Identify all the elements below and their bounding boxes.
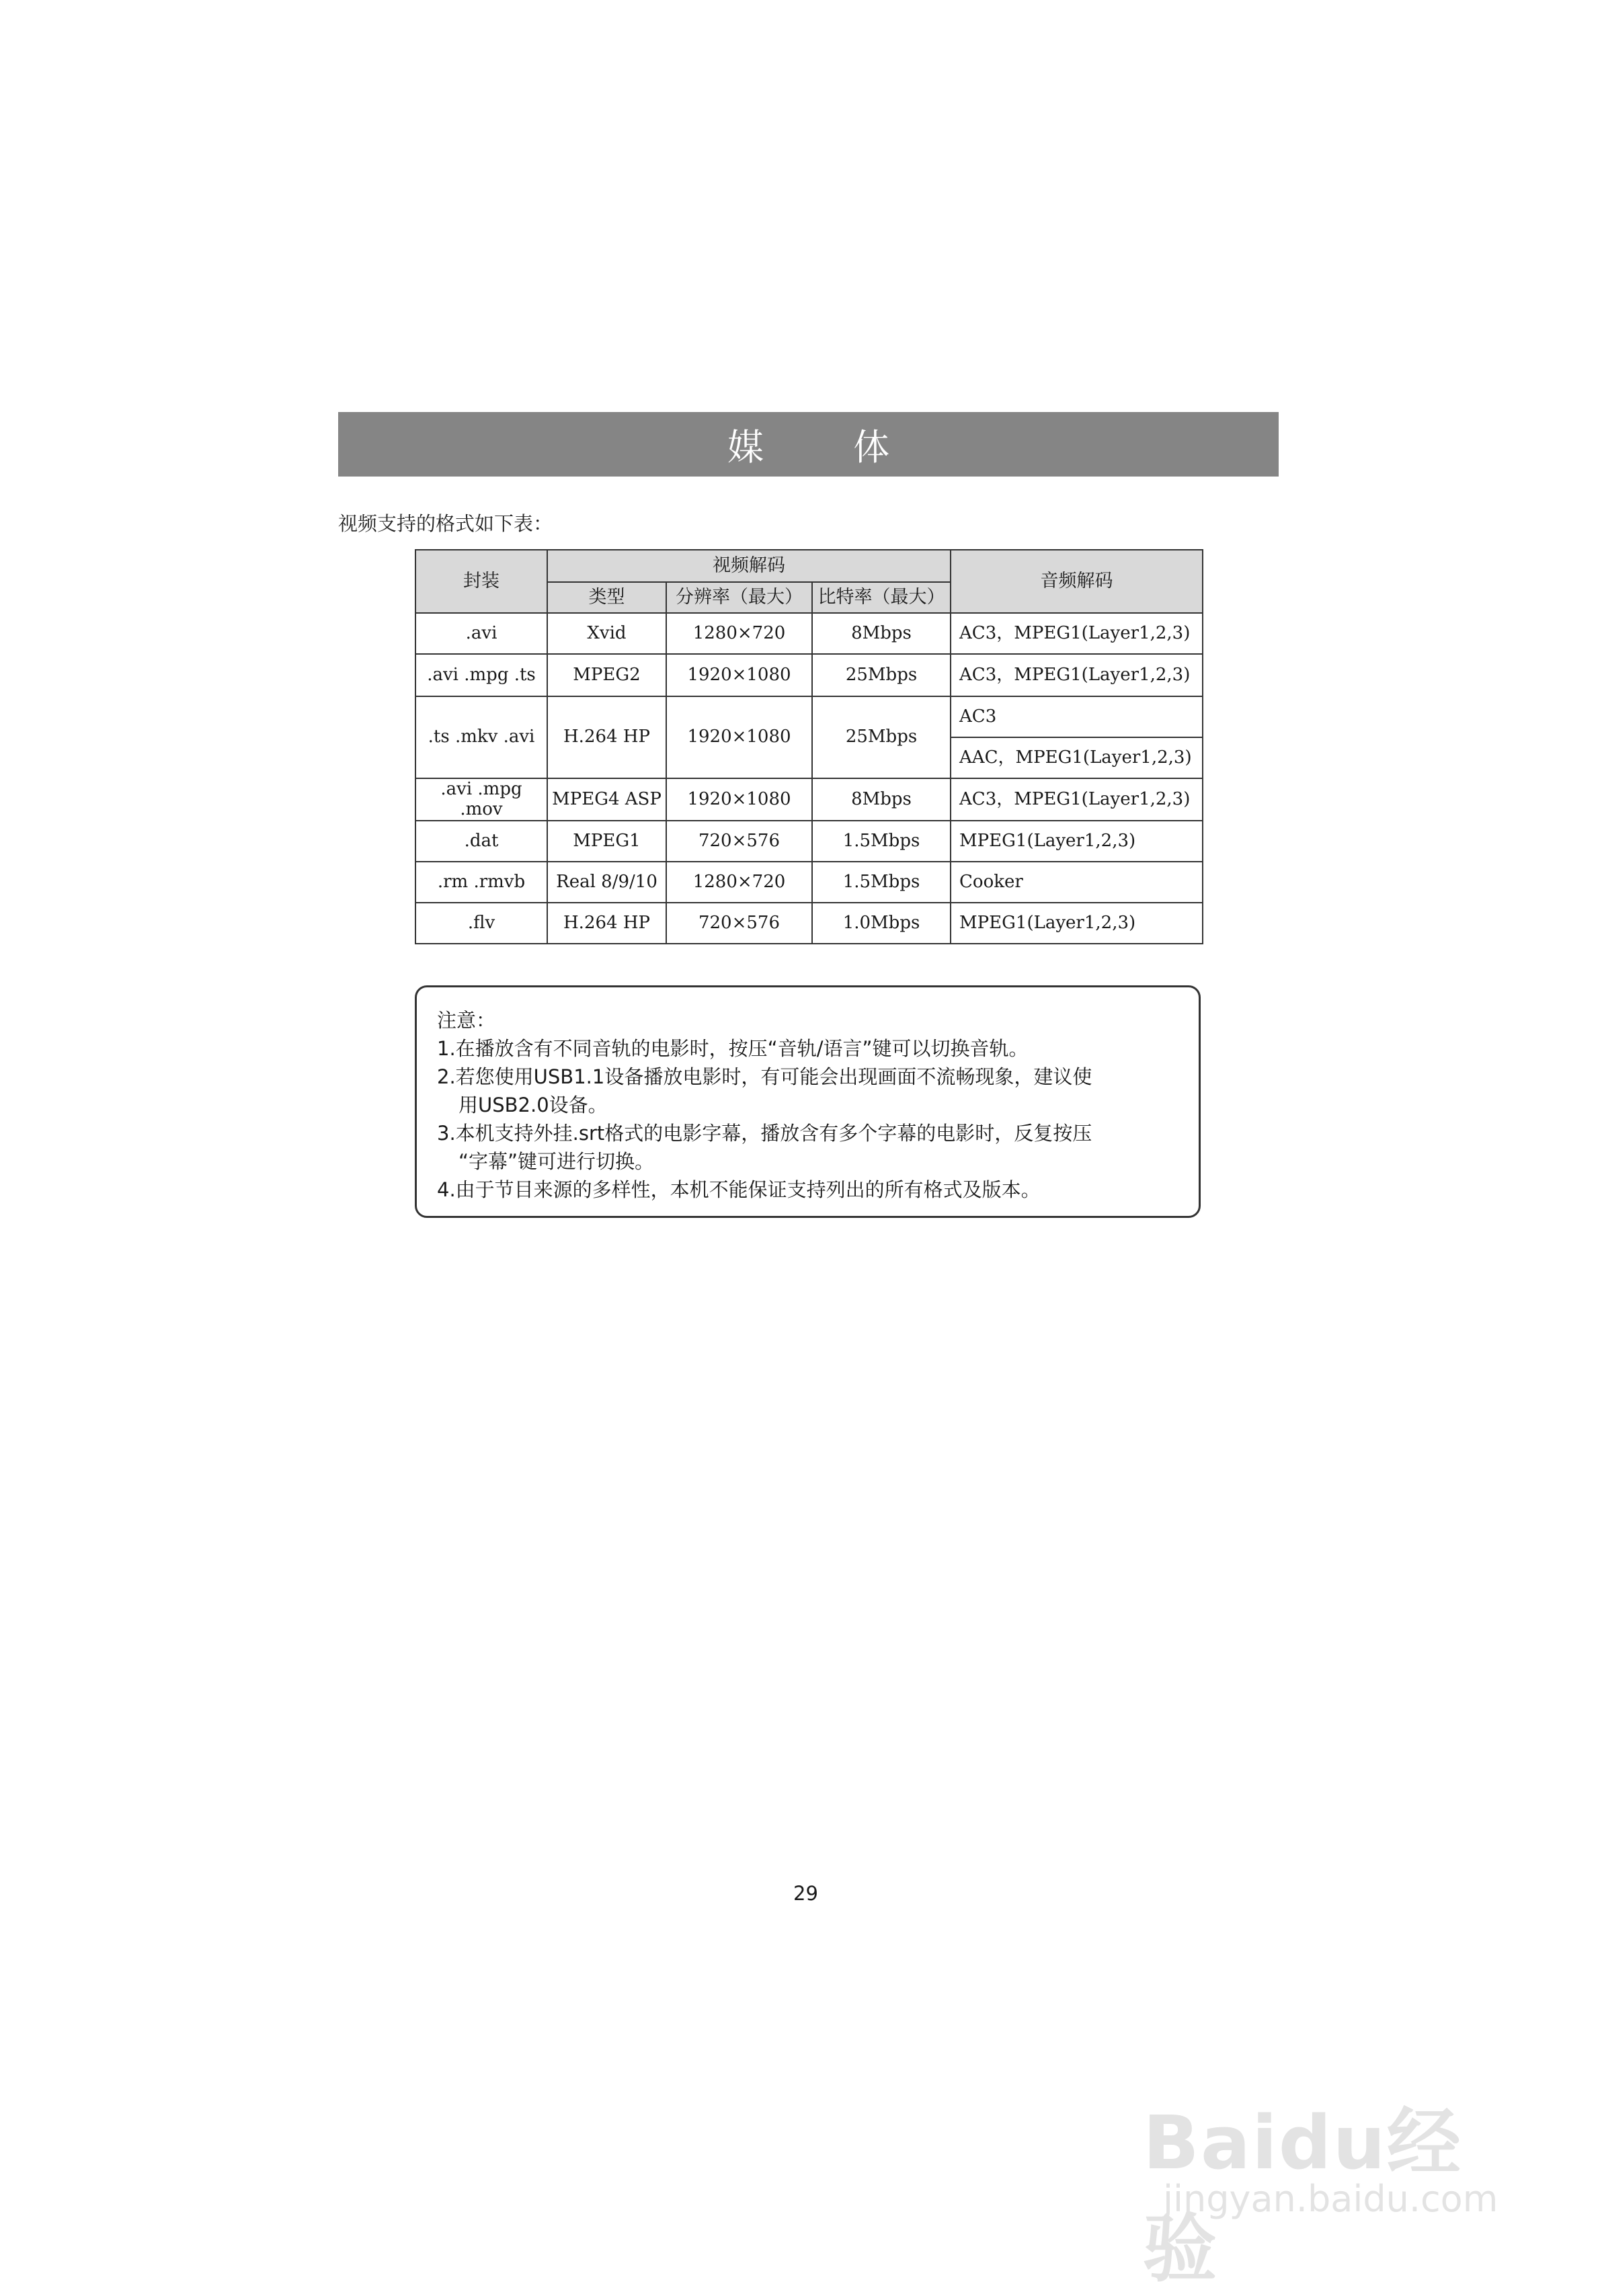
cell-bitrate: 1.0Mbps — [812, 903, 951, 944]
cell-container: .flv — [415, 903, 547, 944]
cell-audio: AC3，MPEG1(Layer1,2,3) — [951, 778, 1203, 821]
table-row — [415, 778, 1203, 821]
cell-resolution: 720×576 — [666, 821, 812, 862]
table-row — [415, 862, 1203, 903]
cell-type: H.264 HP — [547, 903, 666, 944]
cell-resolution: 1920×1080 — [666, 778, 812, 821]
cell-resolution: 1920×1080 — [666, 654, 812, 696]
cell-container: .rm .rmvb — [415, 862, 547, 903]
cell-type: MPEG4 ASP — [547, 778, 666, 821]
cell-bitrate: 1.5Mbps — [812, 862, 951, 903]
note-item-2: 2.若您使用USB1.1设备播放电影时，有可能会出现画面不流畅现象，建议使 — [437, 1065, 1092, 1088]
intro-text: 视频支持的格式如下表： — [338, 512, 553, 535]
header-container: 封装 — [415, 550, 547, 613]
cell-container: .avi .mpg .mov — [415, 778, 547, 821]
cell-container: .ts .mkv .avi — [415, 696, 547, 778]
cell-type: H.264 HP — [547, 696, 666, 778]
table-row — [415, 696, 1203, 737]
cell-resolution: 1280×720 — [666, 862, 812, 903]
cell-resolution: 1920×1080 — [666, 696, 812, 778]
page-number: 29 — [793, 1882, 818, 1905]
cell-audio: MPEG1(Layer1,2,3) — [951, 821, 1203, 862]
cell-resolution: 1280×720 — [666, 613, 812, 654]
note-box — [415, 985, 1201, 1218]
cell-audio: Cooker — [951, 862, 1203, 903]
cell-bitrate: 8Mbps — [812, 613, 951, 654]
table-row — [415, 654, 1203, 696]
section-title: 媒 体 — [727, 425, 929, 468]
header-type: 类型 — [547, 582, 666, 613]
cell-container: .avi — [415, 613, 547, 654]
table-row — [415, 903, 1203, 944]
cell-bitrate: 25Mbps — [812, 696, 951, 778]
cell-container: .avi .mpg .ts — [415, 654, 547, 696]
cell-bitrate: 1.5Mbps — [812, 821, 951, 862]
note-item-3: 3.本机支持外挂.srt格式的电影字幕，播放含有多个字幕的电影时，反复按压 — [437, 1122, 1092, 1145]
note-item-2-cont: 用USB2.0设备。 — [458, 1094, 608, 1116]
table-row — [415, 821, 1203, 862]
header-bitrate: 比特率（最大） — [812, 582, 951, 613]
cell-type: MPEG2 — [547, 654, 666, 696]
cell-type: Xvid — [547, 613, 666, 654]
header-resolution: 分辨率（最大） — [666, 582, 812, 613]
note-item-1: 1.在播放含有不同音轨的电影时，按压“音轨/语言”键可以切换音轨。 — [437, 1037, 1029, 1060]
cell-bitrate: 8Mbps — [812, 778, 951, 821]
note-item-4: 4.由于节目来源的多样性，本机不能保证支持列出的所有格式及版本。 — [437, 1178, 1041, 1201]
note-item-3-cont: “字幕”键可进行切换。 — [458, 1150, 655, 1173]
table-row — [415, 613, 1203, 654]
note-title: 注意： — [437, 1009, 496, 1032]
format-table — [415, 549, 1203, 944]
cell-audio: AC3，MPEG1(Layer1,2,3) — [951, 654, 1203, 696]
section-title-bar — [338, 412, 1279, 477]
watermark-logo: Baidu经验 — [1143, 2100, 1462, 2292]
header-audio-decode: 音频解码 — [951, 550, 1203, 613]
cell-audio: AC3 — [951, 696, 1203, 737]
cell-resolution: 720×576 — [666, 903, 812, 944]
header-video-decode: 视频解码 — [547, 550, 951, 582]
cell-container: .dat — [415, 821, 547, 862]
cell-bitrate: 25Mbps — [812, 654, 951, 696]
cell-type: Real 8/9/10 — [547, 862, 666, 903]
watermark-url: jingyan.baidu.com — [1163, 2178, 1498, 2220]
cell-audio: AAC，MPEG1(Layer1,2,3) — [951, 737, 1203, 778]
cell-audio: AC3，MPEG1(Layer1,2,3) — [951, 613, 1203, 654]
watermark — [1143, 2030, 1519, 2292]
cell-type: MPEG1 — [547, 821, 666, 862]
cell-audio: MPEG1(Layer1,2,3) — [951, 903, 1203, 944]
